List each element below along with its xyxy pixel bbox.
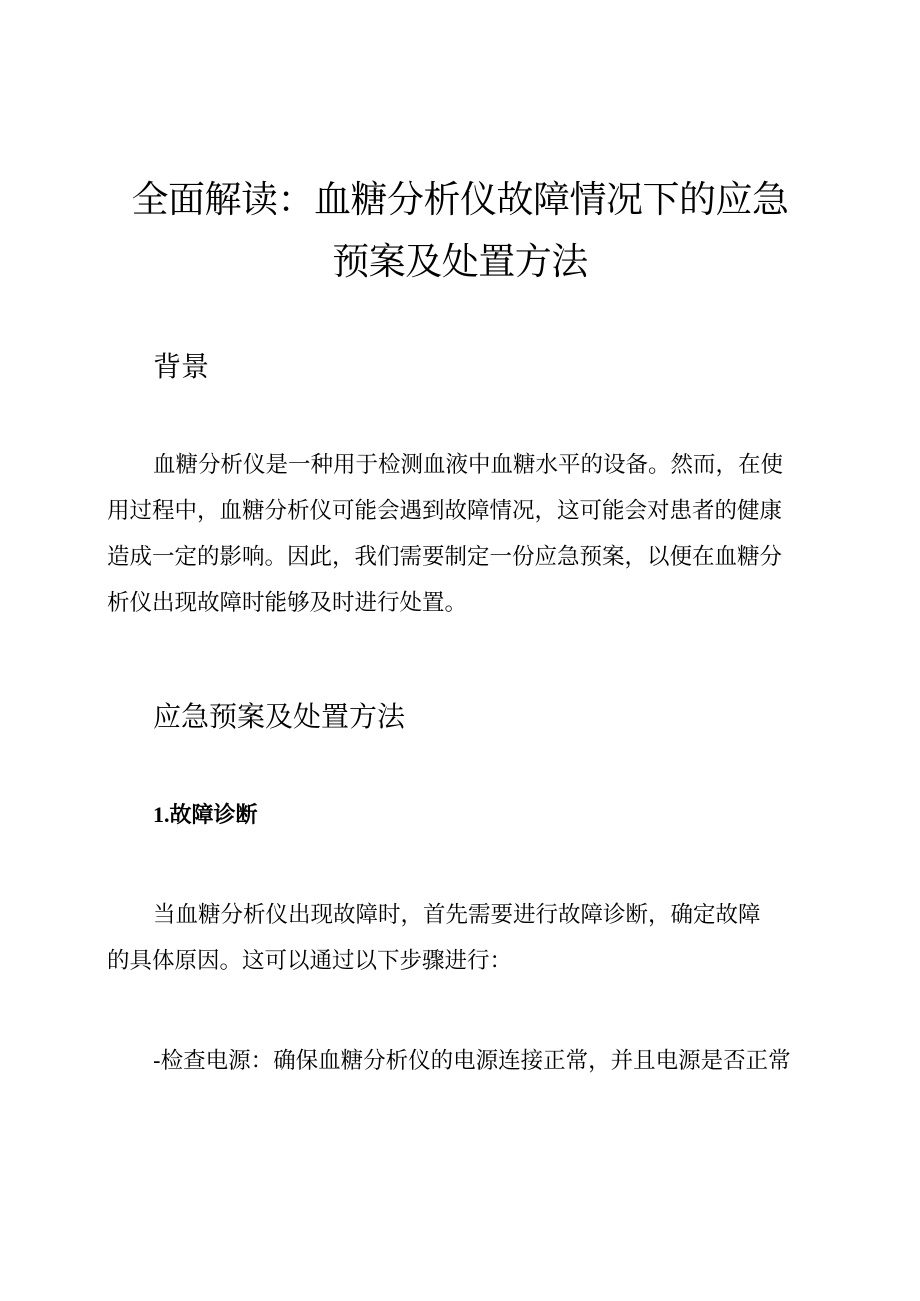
section-heading-emergency-plan: 应急预案及处置方法	[153, 700, 406, 733]
document-title-line-2: 预案及处置方法	[332, 240, 588, 283]
paragraph-line: 当血糖分析仪出现故障时，首先需要进行故障诊断，确定故障	[153, 902, 761, 928]
document-title-line-1: 全面解读：血糖分析仪故障情况下的应急	[131, 178, 789, 221]
background-paragraph	[107, 442, 810, 626]
paragraph-line: 血糖分析仪是一种用于检测血液中血糖水平的设备。然而，在使	[153, 452, 784, 478]
paragraph-line: 的具体原因。这可以通过以下步骤进行：	[107, 948, 513, 974]
step-check-power	[107, 1038, 810, 1084]
paragraph-line: 造成一定的影响。因此，我们需要制定一份应急预案，以便在血糖分	[107, 544, 783, 570]
paragraph-line: 用过程中，血糖分析仪可能会遇到故障情况，这可能会对患者的健康	[107, 498, 783, 524]
step-line: -检查电源：确保血糖分析仪的电源连接正常，并且电源是否正常	[153, 1048, 791, 1074]
subsection-heading-fault-diagnosis: 1.故障诊断	[153, 802, 258, 827]
paragraph-line: 析仪出现故障时能够及时进行处置。	[107, 590, 468, 616]
diagnosis-paragraph	[107, 892, 810, 984]
section-heading-background: 背景	[153, 350, 210, 383]
